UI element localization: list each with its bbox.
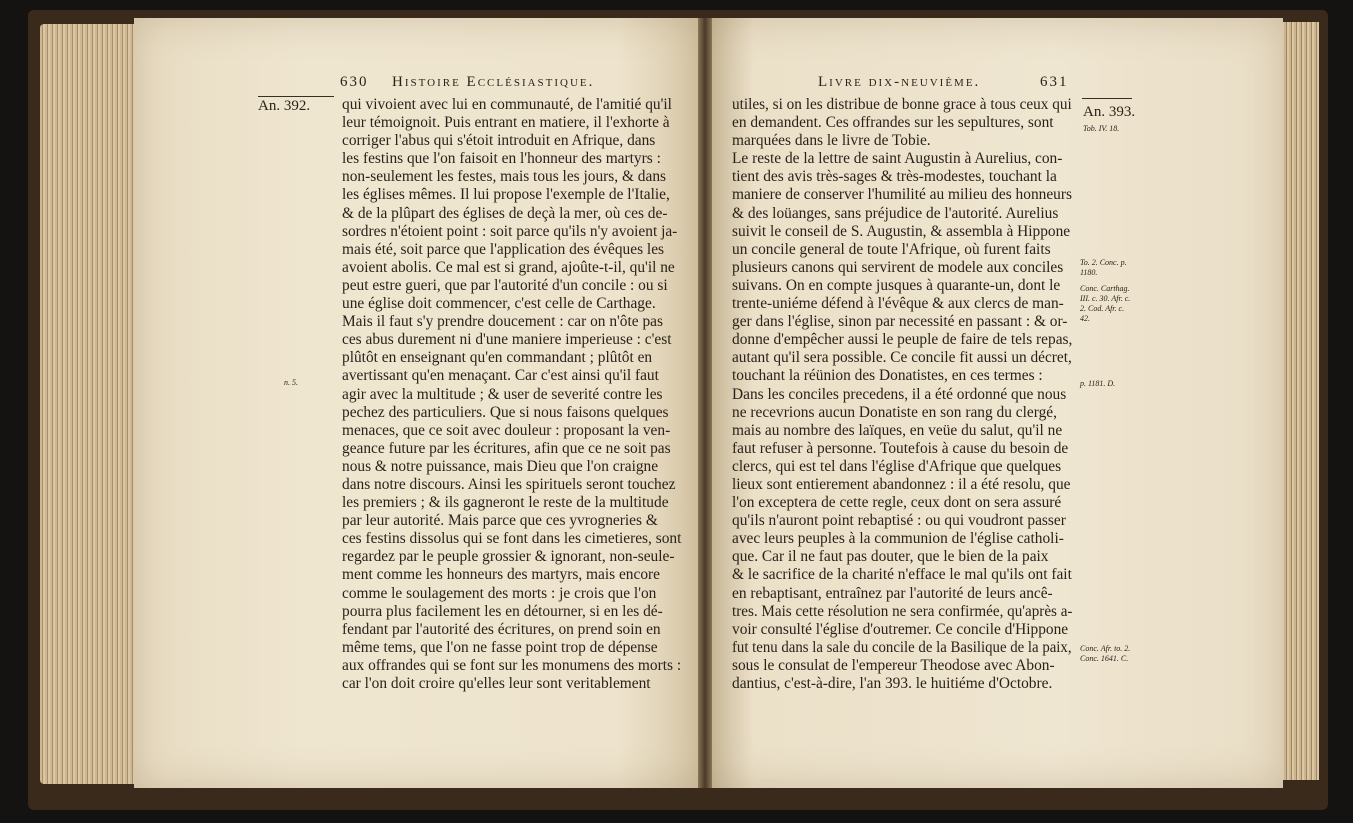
- text-line: fut tenu dans la sale du concile de la Basilique de la paix,: [732, 638, 1072, 656]
- left-page-number: 630: [340, 74, 369, 90]
- text-line: comme le soulagement des morts : je crois que l'on: [342, 584, 657, 602]
- text-line: un concile general de toute l'Afrique, où furent faits: [732, 240, 1051, 258]
- text-line: avertissant qu'en menaçant. Car c'est ainsi qu'il faut: [342, 367, 659, 385]
- text-line: regardez par le peuple grossier & ignorant, non-seule-: [342, 548, 675, 566]
- right-page-text: [732, 96, 1072, 693]
- right-margin-rule: [1082, 98, 1132, 99]
- margin-note-carthage: Conc. Carthag. III. c. 30. Afr. c. 2. Cod. Afr. c. 42.: [1080, 284, 1131, 323]
- text-line: car l'on doit croire qu'elles leur sont veritablement: [342, 675, 651, 692]
- book-gutter: [698, 18, 712, 788]
- text-line: les festins que l'on faisoit en l'honneur des martyrs :: [342, 150, 661, 168]
- margin-note-page: p. 1181. D.: [1080, 379, 1116, 388]
- left-margin-year: An. 392.: [258, 98, 311, 114]
- left-margin-rule: [258, 96, 334, 97]
- text-line: mais été, soit parce que l'application des évêques les: [342, 240, 665, 258]
- text-line: dantius, c'est-à-dire, l'an 393. le huitiéme d'Octobre.: [732, 675, 1053, 692]
- text-line: tres. Mais cette résolution ne sera confirmée, qu'après a-: [732, 602, 1073, 620]
- text-line: suivit le conseil de S. Augustin, & assembla à Hippone: [732, 222, 1071, 240]
- left-page-edges: [40, 24, 140, 784]
- text-line: agir avec la multitude ; & user de severité contre les: [342, 385, 663, 403]
- left-margin-note: n. 5.: [284, 378, 298, 387]
- text-line: clercs, qui est tel dans l'église d'Afrique que quelques: [732, 457, 1062, 475]
- text-line: sous le consulat de l'empereur Theodose avec Abon-: [732, 656, 1055, 674]
- left-page-text: [342, 96, 682, 693]
- text-line: fendant par l'autorité des écritures, on prend soin en: [342, 620, 661, 638]
- text-line: que. Car il ne faut pas douter, que le bien de la paix: [732, 548, 1049, 566]
- text-line: ces abus durement ni d'une maniere imperieuse : c'est: [342, 331, 672, 349]
- text-line: ne recevrions aucun Donatiste en son rang du clergé,: [732, 403, 1057, 421]
- text-line: ces festins dissolus qui se font dans les cimetieres, sont: [342, 530, 682, 548]
- margin-note-concile: To. 2. Conc. p. 1180.: [1080, 258, 1127, 277]
- text-line: & de la plûpart des églises de deçà la mer, où ces de-: [342, 204, 668, 222]
- text-line: voir consulté l'église d'outremer. Ce concile d'Hippone: [732, 620, 1069, 638]
- text-line: touchant la réünion des Donatistes, en ces termes :: [732, 367, 1043, 385]
- text-line: pourra plus facilement les en détourner, si en les dé-: [342, 602, 663, 620]
- text-line: geance future par les écritures, afin que ce ne soit pas: [342, 439, 671, 457]
- text-line: avoient abolis. Ce mal est si grand, ajoûte-t-il, qu'il ne: [342, 258, 675, 276]
- text-line: menaces, que ce soit avec douleur : proposant la ven-: [342, 421, 671, 439]
- text-line: dans notre discours. Ainsi les spirituels seront touchez: [342, 475, 676, 493]
- text-line: maniere de conserver l'humilité au milieu des honneurs: [732, 186, 1072, 204]
- text-line: & le sacrifice de la charité n'efface le mal qu'ils ont fait: [732, 566, 1072, 584]
- text-line: autant qu'il sera possible. Ce concile fit aussi un décret,: [732, 349, 1072, 367]
- text-line: donne d'empêcher aussi le peuple de faire de tels repas,: [732, 331, 1073, 349]
- text-line: Mais il faut s'y prendre doucement : car on n'ôte pas: [342, 313, 663, 331]
- text-line: avec leurs peuples à la communion de l'église catholi-: [732, 530, 1064, 548]
- text-line: pechez des particuliers. Que si nous faisons quelques: [342, 403, 669, 421]
- text-line: par leur autorité. Mais parce que ces yvrogneries &: [342, 512, 658, 530]
- margin-note-conc-afr: Conc. Afr. to. 2. Conc. 1641. C.: [1080, 644, 1131, 663]
- text-line: sordres n'étoient point : soit parce qu'ils n'y avoient ja-: [342, 222, 678, 240]
- text-line: lieux sont entierement abandonnez : il a été resolu, que: [732, 475, 1071, 493]
- text-line: une église doit commencer, c'est celle de Carthage.: [342, 295, 656, 313]
- text-line: l'on exceptera de cette regle, ceux dont on sera assuré: [732, 494, 1062, 512]
- text-line: non-seulement les festes, mais tous les jours, & dans: [342, 168, 667, 186]
- text-line: faut refuser à personne. Toutefois à cause du besoin de: [732, 439, 1069, 457]
- text-line: plûtôt en enseignant qu'en commandant ; plûtôt en: [342, 349, 653, 367]
- text-line: Le reste de la lettre de saint Augustin à Aurelius, con-: [732, 150, 1063, 168]
- text-line: marquées dans le livre de Tobie.: [732, 132, 931, 150]
- right-running-head: Livre dix-neuvième.: [818, 74, 981, 90]
- right-margin-year: An. 393.: [1083, 104, 1136, 120]
- text-line: leur témoignoit. Puis entrant en matiere, il l'exhorte à: [342, 114, 670, 132]
- text-line: aux offrandes qui se font sur les monumens des morts :: [342, 656, 682, 674]
- text-line: plusieurs canons qui servirent de modele aux conciles: [732, 258, 1064, 276]
- text-line: suivans. On en compte jusques à quarante-un, dont le: [732, 276, 1061, 294]
- margin-note-tobit: Tob. IV. 18.: [1083, 124, 1120, 133]
- text-line: nous & notre puissance, mais Dieu que l'on craigne: [342, 457, 659, 475]
- text-line: les premiers ; & ils gagneront le reste de la multitude: [342, 494, 669, 512]
- text-line: en demandent. Ces offrandes sur les sepultures, sont: [732, 114, 1054, 132]
- text-line: Dans les conciles precedens, il a été ordonné que nous: [732, 385, 1067, 403]
- text-line: mais au nombre des laïques, en veüe du salut, qu'il ne: [732, 421, 1063, 439]
- text-line: trente-uniéme défend à l'évêque & aux clercs de man-: [732, 295, 1064, 313]
- text-line: peut estre gueri, que par l'autorité d'un concile : ou si: [342, 276, 668, 294]
- text-line: qu'ils n'auront point rebaptisé : ou qui voudront passer: [732, 512, 1066, 530]
- text-line: en rebaptisant, entraînez par l'autorité de leurs ancê-: [732, 584, 1053, 602]
- text-line: les églises mêmes. Il lui propose l'exemple de l'Italie,: [342, 186, 670, 204]
- text-line: qui vivoient avec lui en communauté, de l'amitié qu'il: [342, 96, 672, 113]
- text-line: ger dans l'église, sinon par necessité en passant : & or-: [732, 313, 1068, 331]
- text-line: & des loüanges, sans préjudice de l'autorité. Aurelius: [732, 204, 1059, 222]
- text-line: même tems, que l'on ne fasse point trop de dépense: [342, 638, 658, 656]
- text-line: utiles, si on les distribue de bonne grace à tous ceux qui: [732, 96, 1072, 113]
- right-page-number: 631: [1040, 74, 1069, 90]
- left-running-head: Histoire Ecclésiastique.: [392, 74, 595, 90]
- text-line: tient des avis très-sages & très-modestes, touchant la: [732, 168, 1057, 186]
- text-line: ment comme les honneurs des martyrs, mais encore: [342, 566, 660, 584]
- text-line: corriger l'abus qui s'étoit introduit en Afrique, dans: [342, 132, 656, 150]
